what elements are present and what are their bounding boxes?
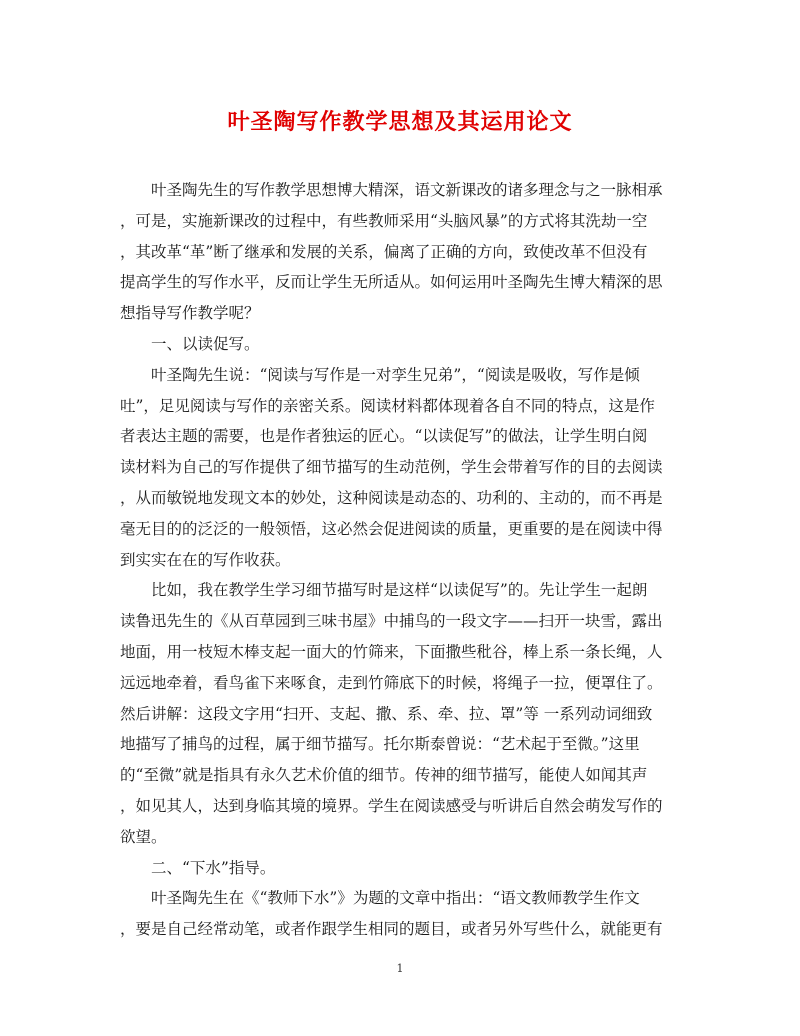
paragraph-line: 到实实在在的写作收获。 <box>120 550 291 569</box>
page-number: 1 <box>396 962 404 975</box>
paragraph-line: 叶圣陶先生的写作教学思想博大精深，语文新课改的诸多理念与之一脉相承 <box>151 181 663 199</box>
paragraph-line: 者表达主题的需要，也是作者独运的匠心。“以读促写”的做法，让学生明白阅 <box>120 427 648 446</box>
paragraph-line: 读鲁迅先生的《从百草园到三味书屋》中捕鸟的一段文字——扫开一块雪，露出 <box>120 612 663 631</box>
paragraph-line: 毫无目的的泛泛的一般领悟，这必然会促进阅读的质量，更重要的是在阅读中得 <box>120 519 663 538</box>
paragraph-line: 的“至微”就是指具有永久艺术价值的细节。传神的细节描写，能使人如闻其声 <box>120 766 648 785</box>
paragraph-line: 地描写了捕鸟的过程，属于细节描写。托尔斯泰曾说：“艺术起于至微。”这里 <box>120 735 640 754</box>
paragraph-line: ，如见其人，达到身临其境的境界。学生在阅读感受与听讲后自然会萌发写作的 <box>120 796 663 815</box>
paragraph-line: 地面，用一枝短木棒支起一面大的竹筛来，下面撒些秕谷，棒上系一条长绳，人 <box>120 642 663 661</box>
paragraph-line: 远远地牵着，看鸟雀下来啄食，走到竹筛底下的时候，将绳子一拉，便罩住了。 <box>120 673 663 692</box>
paragraph-line: ，其改革“革”断了继承和发展的关系，偏离了正确的方向，致使改革不但没有 <box>120 242 648 261</box>
paragraph-line: 提高学生的写作水平，反而让学生无所适从。如何运用叶圣陶先生博大精深的思 <box>120 273 663 292</box>
section-heading: 一、以读促写。 <box>151 334 260 353</box>
paragraph-line: 比如，我在教学生学习细节描写时是这样“以读促写”的。先让学生一起朗 <box>151 581 648 600</box>
paragraph-line: ，从而敏锐地发现文本的妙处，这种阅读是动态的、功利的、主动的，而不再是 <box>120 488 663 507</box>
document-title: 叶圣陶写作教学思想及其运用论文 <box>227 109 573 135</box>
paragraph-line: 然后讲解：这段文字用“扫开、支起、撒、系、牵、拉、罩”等 一系列动词细致 <box>120 704 653 723</box>
paragraph-line: ，可是，实施新课改的过程中，有些教师采用“头脑风暴”的方式将其洗劫一空 <box>120 211 648 230</box>
document-body <box>120 175 680 945</box>
paragraph-line: ，要是自己经常动笔，或者作跟学生相同的题目，或者另外写些什么，就能更有 <box>120 920 663 939</box>
section-heading: 二、“下水”指导。 <box>151 858 276 877</box>
paragraph-line: 读材料为自己的写作提供了细节描写的生动范例，学生会带着写作的目的去阅读 <box>120 458 663 477</box>
paragraph-line: 吐”，足见阅读与写作的亲密关系。阅读材料都体现着各自不同的特点，这是作 <box>120 396 655 415</box>
paragraph-line: 叶圣陶先生在《“教师下水”》为题的文章中指出：“语文教师教学生作文 <box>151 889 640 908</box>
paragraph-line: 想指导写作教学呢？ <box>120 304 260 323</box>
paragraph-line: 欲望。 <box>120 827 167 846</box>
paragraph-line: 叶圣陶先生说：“阅读与写作是一对孪生兄弟”，“阅读是吸收，写作是倾 <box>151 365 640 384</box>
